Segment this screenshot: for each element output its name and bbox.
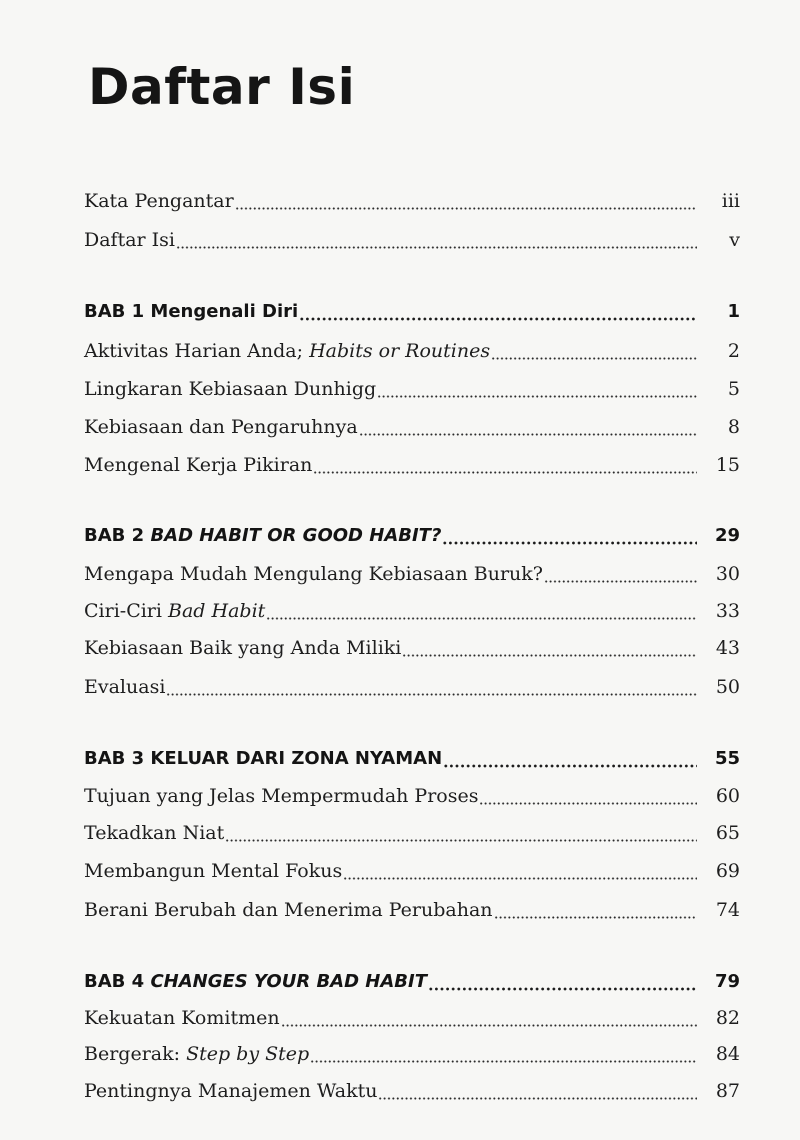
toc-entry (84, 1003, 740, 1033)
toc-page-number: 82 (715, 1007, 740, 1029)
toc-chapter-entry (84, 521, 740, 551)
toc-entry (84, 781, 740, 811)
dot-leader (166, 672, 697, 702)
toc-chapter-title: BAB 4 CHANGES YOUR BAD HABIT (84, 971, 427, 992)
toc-entry-title: Membangun Mental Fokus (84, 860, 343, 882)
toc-entry (84, 559, 740, 589)
toc-chapter-title: BAB 1 Mengenali Diri (84, 301, 299, 322)
toc-page-number: 69 (715, 860, 740, 882)
dot-leader (479, 781, 697, 811)
toc-chapter-entry (84, 297, 740, 327)
dot-leader (544, 559, 697, 589)
dot-leader (443, 744, 697, 774)
toc-page-number: 30 (715, 563, 740, 585)
toc-entry (84, 1076, 740, 1106)
toc-page-number: 2 (727, 340, 740, 362)
toc-entry (84, 225, 740, 255)
toc-page-number: 1 (727, 301, 740, 322)
toc-page-number: 8 (727, 416, 740, 438)
toc-entry (84, 633, 740, 663)
dot-leader (343, 856, 697, 886)
dot-leader (491, 336, 697, 366)
toc-entry (84, 450, 740, 480)
dot-leader (299, 297, 697, 327)
dot-leader (266, 596, 697, 626)
toc-page-number: 79 (714, 971, 740, 992)
toc-page-number: v (729, 229, 740, 251)
dot-leader (225, 818, 697, 848)
toc-entry-title: Kata Pengantar (84, 190, 234, 212)
toc-entry-title: Daftar Isi (84, 229, 176, 251)
toc-page-number: 50 (715, 676, 740, 698)
table-of-contents (84, 0, 740, 1140)
toc-entry-title: Bergerak: Step by Step (84, 1043, 310, 1065)
toc-entry-title: Pentingnya Manajemen Waktu (84, 1080, 378, 1102)
dot-leader (313, 450, 697, 480)
page-title: Daftar Isi (88, 58, 356, 116)
toc-entry (84, 1039, 740, 1069)
toc-chapter-title: BAB 2 BAD HABIT OR GOOD HABIT? (84, 525, 442, 546)
toc-page-number: 74 (715, 899, 740, 921)
dot-leader (176, 225, 697, 255)
toc-entry-title: Kebiasaan Baik yang Anda Miliki (84, 637, 402, 659)
toc-entry (84, 336, 740, 366)
toc-chapter-entry (84, 744, 740, 774)
toc-page-number: 60 (715, 785, 740, 807)
toc-entry (84, 412, 740, 442)
toc-chapter-entry (84, 967, 740, 997)
toc-entry (84, 374, 740, 404)
dot-leader (402, 633, 697, 663)
dot-leader (235, 186, 697, 216)
dot-leader (377, 374, 697, 404)
toc-chapter-title: BAB 3 KELUAR DARI ZONA NYAMAN (84, 748, 443, 769)
toc-entry-title: Ciri-Ciri Bad Habit (84, 600, 266, 622)
toc-entry (84, 186, 740, 216)
toc-entry (84, 895, 740, 925)
toc-entry-title: Kebiasaan dan Pengaruhnya (84, 416, 358, 438)
toc-page-number: 65 (715, 822, 740, 844)
toc-entry-title: Tujuan yang Jelas Mempermudah Proses (84, 785, 479, 807)
dot-leader (442, 521, 697, 551)
toc-entry-title: Tekadkan Niat (84, 822, 225, 844)
toc-entry-title: Lingkaran Kebiasaan Dunhigg (84, 378, 377, 400)
toc-page-number: 5 (727, 378, 740, 400)
toc-page-number: 29 (714, 525, 740, 546)
toc-entry (84, 596, 740, 626)
toc-page-number: 87 (715, 1080, 740, 1102)
toc-page-number: 33 (715, 600, 740, 622)
toc-page-number: iii (721, 190, 740, 212)
dot-leader (378, 1076, 697, 1106)
dot-leader (428, 967, 697, 997)
dot-leader (494, 895, 697, 925)
dot-leader (359, 412, 697, 442)
toc-entry-title: Mengenal Kerja Pikiran (84, 454, 313, 476)
toc-page-number: 43 (715, 637, 740, 659)
toc-page-number: 55 (714, 748, 740, 769)
toc-entry-title: Evaluasi (84, 676, 166, 698)
toc-page-number: 84 (715, 1043, 740, 1065)
toc-entry-title: Aktivitas Harian Anda; Habits or Routines (84, 340, 491, 362)
dot-leader (281, 1003, 697, 1033)
toc-entry (84, 818, 740, 848)
toc-page-number: 15 (715, 454, 740, 476)
toc-entry (84, 856, 740, 886)
toc-entry-title: Berani Berubah dan Menerima Perubahan (84, 899, 493, 921)
toc-entry-title: Kekuatan Komitmen (84, 1007, 280, 1029)
dot-leader (310, 1039, 697, 1069)
toc-entry (84, 672, 740, 702)
toc-entry-title: Mengapa Mudah Mengulang Kebiasaan Buruk? (84, 563, 543, 585)
